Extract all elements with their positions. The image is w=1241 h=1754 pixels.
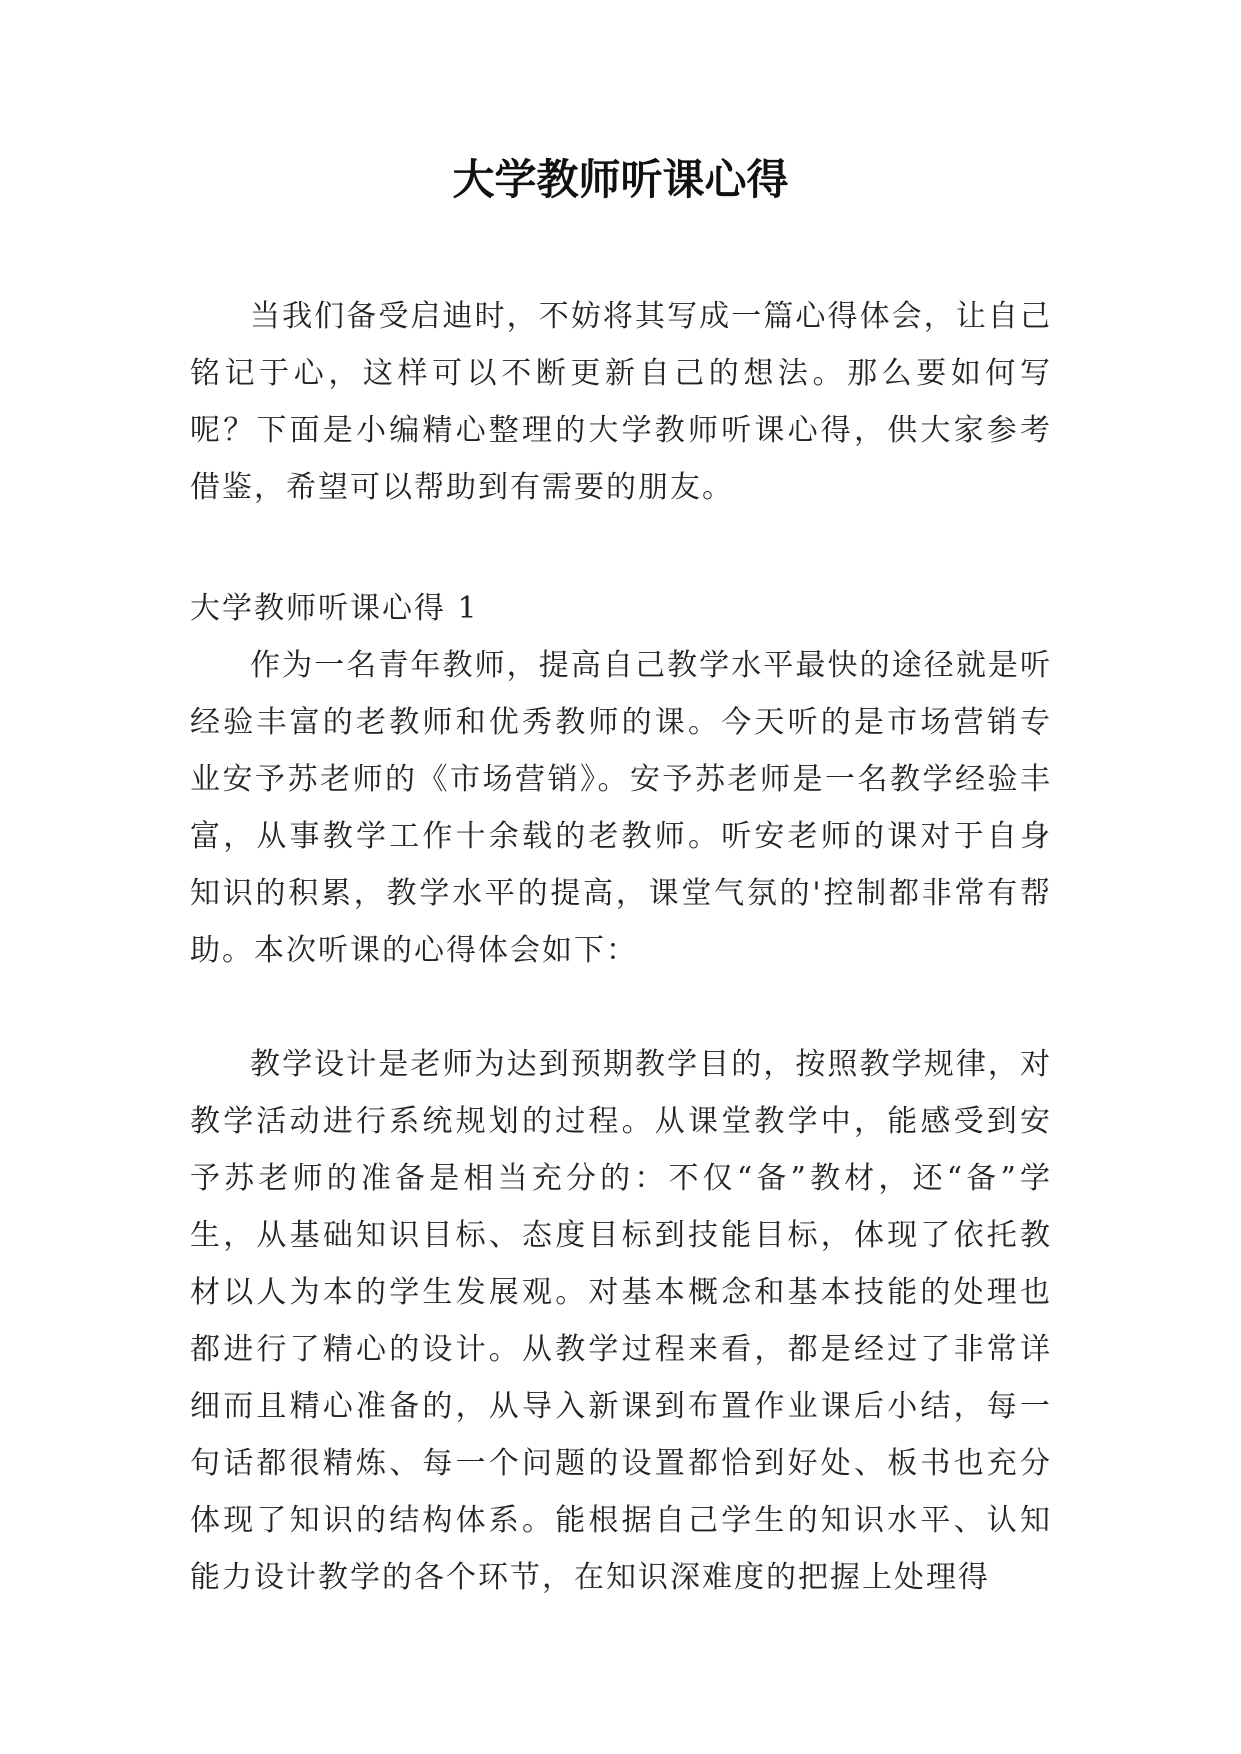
intro-paragraph: 当我们备受启迪时，不妨将其写成一篇心得体会，让自己铭记于心，这样可以不断更新自己的想法。那么要如何写呢？下面是小编精心整理的大学教师听课心得，供大家参考借鉴，希望可以帮助到有需要的朋友。 bbox=[190, 299, 1052, 505]
document-title: 大学教师听课心得 bbox=[452, 155, 789, 204]
body-paragraph-1: 作为一名青年教师，提高自己教学水平最快的途径就是听经验丰富的老教师和优秀教师的课。今天听的是市场营销专业安予苏老师的《市场营销》。安予苏老师是一名教学经验丰富，从事教学工作十余载的老教师。听安老师的课对于自身知识的积累，教学水平的提高，课堂气氛的'控制都非常有帮助。本次听课的心得体会如下： bbox=[190, 648, 1052, 968]
section-heading: 大学教师听课心得 1 bbox=[190, 591, 479, 626]
body-paragraph-2: 教学设计是老师为达到预期教学目的，按照教学规律，对教学活动进行系统规划的过程。从课堂教学中，能感受到安予苏老师的准备是相当充分的：不仅“备”教材，还“备”学生，从基础知识目标、态度目标到技能目标，体现了依托教材以人为本的学生发展观。对基本概念和基本技能的处理也都进行了精心的设计。从教学过程来看，都是经过了非常详细而且精心准备的，从导入新课到布置作业课后小结，每一句话都很精炼、每一个问题的设置都恰到好处、板书也充分体现了知识的结构体系。能根据自己学生的知识水平、认知能力设计教学的各个环节，在知识深难度的把握上处理得 bbox=[190, 1047, 1052, 1595]
